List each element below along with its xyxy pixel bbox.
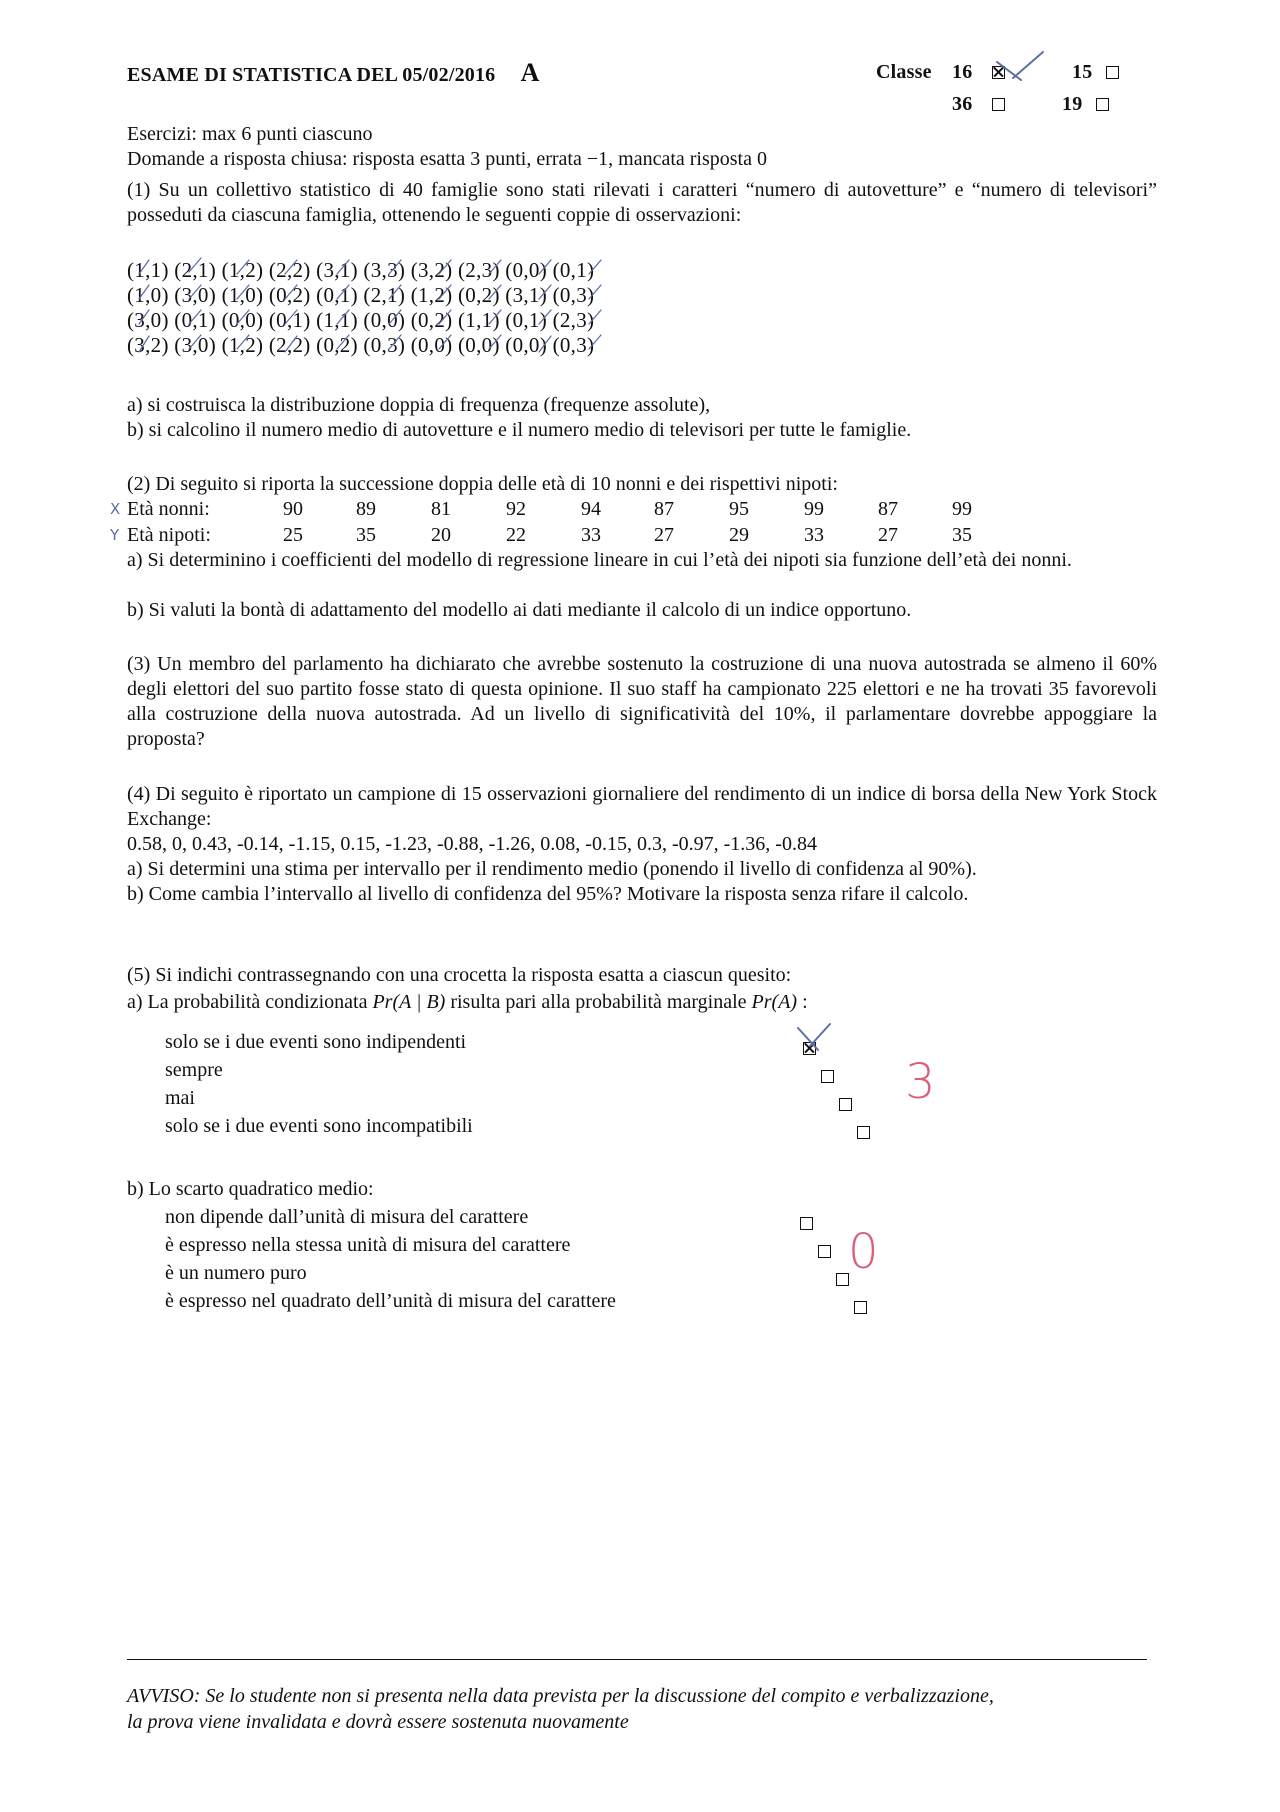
- table-cell: 35: [356, 524, 376, 546]
- qa-option-4-checkbox[interactable]: [857, 1126, 870, 1139]
- ex4-question-b: b) Come cambia l’intervallo al livello di confidenza del 95%? Motivare la risposta senza rifare il calcolo.: [127, 883, 969, 905]
- ex4-intro: (4) Di seguito è riportato un campione di 15 osservazioni giornaliere del rendimento di un indice di borsa della New York Stock Exchange:: [127, 783, 1157, 830]
- qa-option-2-checkbox[interactable]: [821, 1070, 834, 1083]
- classe-label: [876, 60, 932, 85]
- qb-option-1-checkbox[interactable]: [800, 1217, 813, 1230]
- footer-notice-line-2: la prova viene invalidata e dovrà essere sostenuta nuovamente: [127, 1711, 629, 1733]
- rules-closed-questions: Domande a risposta chiusa: risposta esatta 3 punti, errata −1, mancata risposta 0: [127, 148, 767, 170]
- table-cell: 87: [654, 498, 674, 520]
- ex2-label-nipoti: Età nipoti:: [127, 524, 211, 546]
- qa-formula-marginal: Pr(A): [751, 991, 798, 1013]
- table-cell: 87: [878, 498, 898, 520]
- table-cell: 94: [581, 498, 601, 520]
- ex1-question-b: b) si calcolino il numero medio di autovetture e il numero medio di televisori per tutte le famiglie.: [127, 419, 912, 441]
- table-cell: 99: [952, 498, 972, 520]
- qa-option-4: solo se i due eventi sono incompatibili: [165, 1115, 473, 1137]
- class-15-label: 15: [1072, 61, 1093, 83]
- class-option-36: [952, 92, 1005, 117]
- ex2-question-a: a) Si determinino i coefficienti del modello di regressione lineare in cui l’età dei nipoti sia funzione dell’età dei nonni.: [127, 549, 1072, 571]
- ex1-pairs-pen-strikes: [127, 252, 647, 362]
- ex2-pen-mark-x: X: [110, 500, 121, 518]
- ex1-pairs-row-1: (1,1) (2,1) (1,2) (2,2) (3,1) (3,3) (3,2) (2,3) (0,0) (0,1): [127, 258, 595, 282]
- footer-notice-line-1: AVVISO: Se lo studente non si presenta nella data prevista per la discussione del compito e verbalizzazione,: [127, 1685, 994, 1707]
- footer-divider: [127, 1659, 1147, 1660]
- qa-option-3: mai: [165, 1087, 195, 1109]
- class-36-label: 36: [952, 93, 973, 115]
- ex2-question-b: b) Si valuti la bontà di adattamento del modello ai dati mediante il calcolo di un indice opportuno.: [127, 599, 912, 621]
- exam-title-text: ESAME DI STATISTICA DEL 05/02/2016: [127, 64, 496, 86]
- table-cell: 27: [654, 524, 674, 546]
- table-cell: 29: [729, 524, 749, 546]
- ex1-pairs-row-4: (3,2) (3,0) (1,2) (2,2) (0,2) (0,3) (0,0) (0,0) (0,0) (0,3): [127, 333, 595, 357]
- exam-version-letter: A: [520, 58, 540, 87]
- ex1-question-a: a) si costruisca la distribuzione doppia di frequenza (frequenze assolute),: [127, 394, 711, 416]
- qa-score-handwritten: 3: [905, 1054, 936, 1110]
- table-cell: 90: [283, 498, 303, 520]
- qa-middle: risulta pari alla probabilità marginale: [445, 991, 752, 1013]
- table-cell: 27: [878, 524, 898, 546]
- exam-title: [127, 60, 540, 88]
- ex2-label-nonni: Età nonni:: [127, 498, 210, 520]
- qb-option-3: è un numero puro: [165, 1262, 307, 1284]
- ex3-text: (3) Un membro del parlamento ha dichiarato che avrebbe sostenuto la costruzione di una nuova autostrada se almeno il 60% degli elettori del suo partito fosse stato di questa opinione. Il suo staff ha campionato 225 elettori e ne ha trovati 35 favorevoli alla costruzione della nuova autostrada. Ad un livello di significatività del 10%, il parlamentare dovrebbe appoggiare la proposta?: [127, 653, 1157, 750]
- class-36-checkbox[interactable]: [992, 98, 1005, 111]
- ex1-pairs-row-3: (3,0) (0,1) (0,0) (0,1) (1,1) (0,0) (0,2) (1,1) (0,1) (2,3): [127, 308, 595, 332]
- table-cell: 89: [356, 498, 376, 520]
- qa-option-3-checkbox[interactable]: [839, 1098, 852, 1111]
- class-15-checkbox[interactable]: [1106, 66, 1119, 79]
- class-19-label: 19: [1062, 93, 1083, 115]
- ex5-question-a: [127, 990, 808, 1015]
- qa-prefix: a) La probabilità condizionata: [127, 991, 373, 1013]
- qb-option-2-checkbox[interactable]: [818, 1245, 831, 1258]
- table-cell: 95: [729, 498, 749, 520]
- ex2-pen-mark-y: Y: [110, 526, 120, 544]
- ex5-question-b: b) Lo scarto quadratico medio:: [127, 1178, 374, 1200]
- ex2-row-nipoti: [110, 523, 1010, 549]
- table-cell: 99: [804, 498, 824, 520]
- class-16-pen-mark: [995, 48, 1055, 84]
- qa-option-1: solo se i due eventi sono indipendenti: [165, 1031, 467, 1053]
- table-cell: 33: [581, 524, 601, 546]
- ex5-intro: (5) Si indichi contrassegnando con una crocetta la risposta esatta a ciascun quesito:: [127, 964, 792, 986]
- qa-option-1-pen-mark: [796, 1022, 836, 1058]
- qb-option-2: è espresso nella stessa unità di misura del carattere: [165, 1234, 571, 1256]
- qb-option-1: non dipende dall’unità di misura del carattere: [165, 1206, 529, 1228]
- table-cell: 33: [804, 524, 824, 546]
- rules-exercises: Esercizi: max 6 punti ciascuno: [127, 123, 373, 145]
- ex4-data: 0.58, 0, 0.43, -0.14, -1.15, 0.15, -1.23, -0.88, -1.26, 0.08, -0.15, 0.3, -0.97, -1.36, -0.84: [127, 833, 817, 855]
- class-16-label: 16: [952, 61, 973, 83]
- class-option-19: [1062, 92, 1109, 117]
- classe-label-text: Classe: [876, 61, 932, 83]
- table-cell: 22: [506, 524, 526, 546]
- ex1-intro: (1) Su un collettivo statistico di 40 famiglie sono stati rilevati i caratteri “numero di autovetture” e “numero di televisori” posseduti da ciascuna famiglia, ottenendo le seguenti coppie di osservazioni:: [127, 179, 1157, 226]
- table-cell: 25: [283, 524, 303, 546]
- ex2-row-nonni: [110, 497, 1010, 523]
- qb-option-4-checkbox[interactable]: [854, 1301, 867, 1314]
- qa-formula-conditional: Pr(A | B): [372, 991, 446, 1013]
- ex2-intro: (2) Di seguito si riporta la successione doppia delle età di 10 nonni e dei rispettivi nipoti:: [127, 473, 838, 495]
- table-cell: 35: [952, 524, 972, 546]
- qb-score-handwritten: 0: [848, 1224, 879, 1280]
- table-cell: 20: [431, 524, 451, 546]
- qa-option-2: sempre: [165, 1059, 223, 1081]
- table-cell: 81: [431, 498, 451, 520]
- qb-option-4: è espresso nel quadrato dell’unità di misura del carattere: [165, 1290, 616, 1312]
- qa-suffix: :: [797, 991, 808, 1013]
- table-cell: 92: [506, 498, 526, 520]
- class-19-checkbox[interactable]: [1096, 98, 1109, 111]
- ex4-question-a: a) Si determini una stima per intervallo per il rendimento medio (ponendo il livello di confidenza al 90%).: [127, 858, 977, 880]
- ex1-pairs-row-2: (1,0) (3,0) (1,0) (0,2) (0,1) (2,1) (1,2) (0,2) (3,1) (0,3): [127, 283, 595, 307]
- class-option-15: [1072, 60, 1119, 85]
